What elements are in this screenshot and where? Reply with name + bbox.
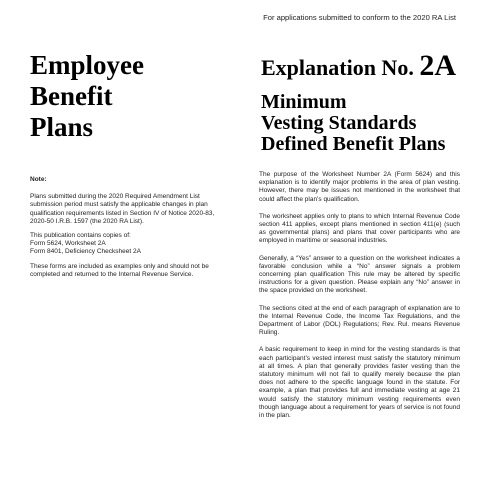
contents-item: Form 5624, Worksheet 2A xyxy=(30,240,106,248)
subtitle-line: Defined Benefit Plans xyxy=(261,133,446,155)
contents-item: Form 8401, Deficiency Checksheet 2A xyxy=(30,248,141,256)
body-paragraph: The purpose of the Worksheet Number 2A (Form 5624) and this explanation is to identify major problems in the area of plan vesting. However, there may be issues not mentioned in the worksheet that could affect the plan’s qualification. xyxy=(259,171,460,203)
note-heading: Note: xyxy=(30,176,47,183)
note-paragraph: These forms are included as examples only and should not be completed and returned to the Internal Revenue Service. xyxy=(30,262,209,278)
title-line: Benefit xyxy=(30,81,113,111)
contents-intro: This publication contains copies of: xyxy=(30,232,131,240)
page-title xyxy=(30,50,144,143)
note-paragraph: Plans submitted during the 2020 Required Amendment List submission period must satisfy the applicable changes in plan qualification requirements listed in Section IV of Notice 2020-83, 2020-50 I.R.B. 1597 (the 2020 RA List). xyxy=(30,193,215,225)
explanation-number: 2A xyxy=(419,49,456,82)
explanation-heading xyxy=(261,50,461,155)
body-paragraph: A basic requirement to keep in mind for the vesting standards is that each participant’s vested interest must satisfy the statutory minimum at all times. A plan that generally provides faster vesting than the statutory minimum will not fail to qualify merely because the plan does not adhere to the specific language found in the statute. For example, a plan that provides full and immediate vesting at age 21 would satisfy the statutory minimum vesting requirements even though language about a requirement for years of service is not found in the plan. xyxy=(259,346,460,420)
subtitle-line: Vesting Standards xyxy=(261,112,417,134)
title-line: Employee xyxy=(30,50,144,80)
explanation-body xyxy=(259,171,460,429)
explanation-number-line xyxy=(261,50,461,84)
contents-list xyxy=(30,232,226,257)
body-paragraph: The sections cited at the end of each paragraph of explanation are to the Internal Revenue Code, the Income Tax Regulations, and the Department of Labor (DOL) Regulations; Rev. Rul. means Revenue Ruling. xyxy=(259,304,460,337)
title-line: Plans xyxy=(30,112,94,142)
body-paragraph: Generally, a “Yes” answer to a question on the worksheet indicates a favorable conclusion while a “No” answer signals a problem concerning plan qualification This rule may be altered by specific instructions for a given question. Please explain any “No” answer in the space provided on the worksheet. xyxy=(259,254,460,295)
body-paragraph: The worksheet applies only to plans to which Internal Revenue Code section 411 applies, except plans mentioned in section 411(e) (such as governmental plans) and plans that cover participants who are employed in maritime or seasonal industries. xyxy=(259,212,460,245)
subtitle-line: Minimum xyxy=(261,91,347,113)
explanation-subtitle xyxy=(261,92,461,155)
note-section xyxy=(30,176,226,285)
explanation-prefix: Explanation No. xyxy=(261,55,414,80)
header-note: For applications submitted to conform to the 2020 RA List xyxy=(263,13,456,22)
